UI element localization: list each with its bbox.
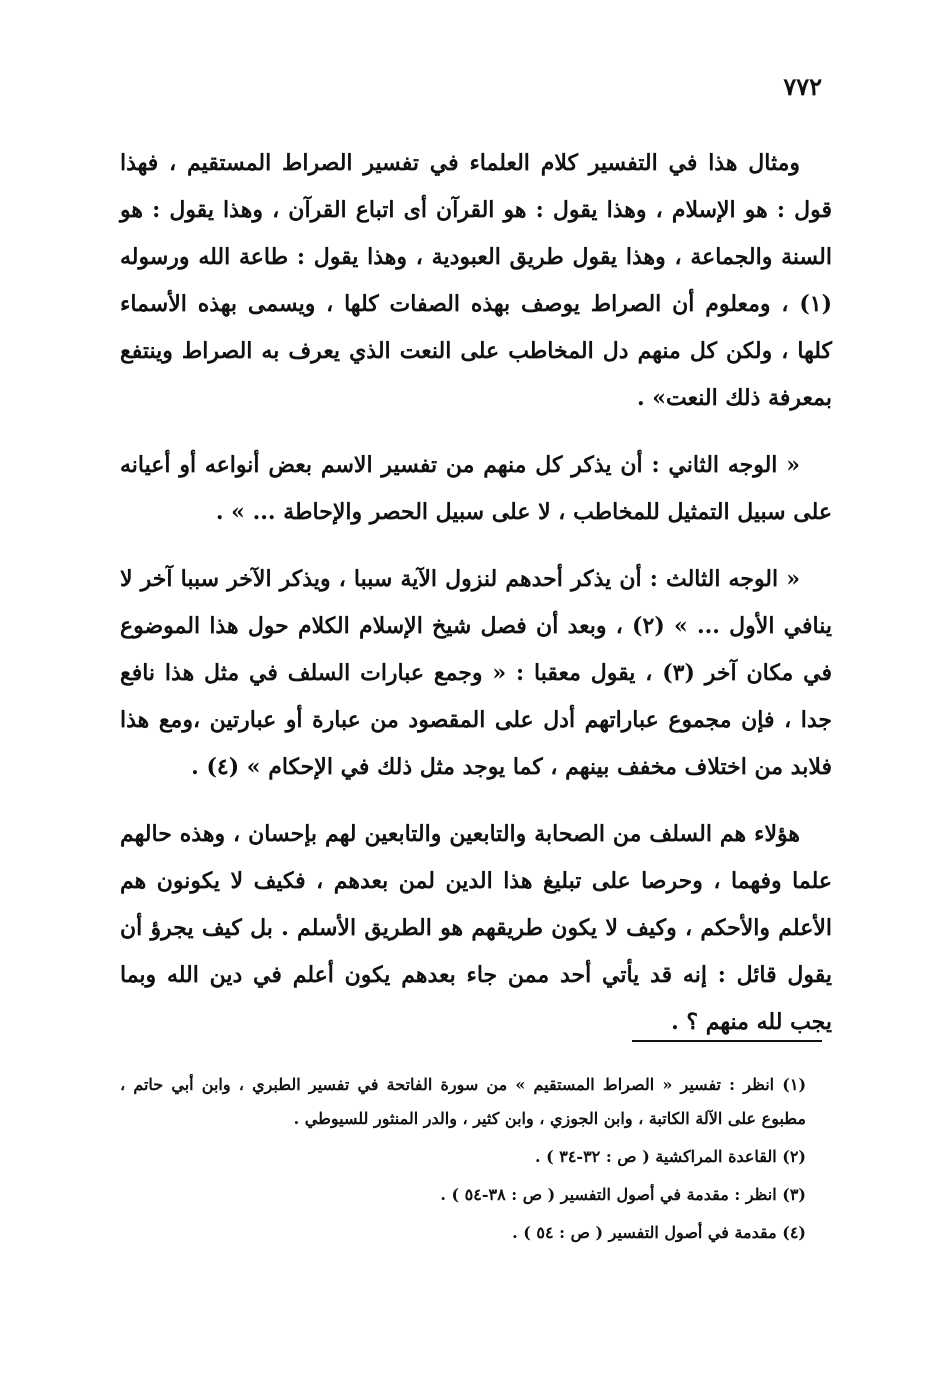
footnote-3: (٣) انظر : مقدمة في أصول التفسير ( ص : ٣٨-٥٤ ) . (440, 1185, 806, 1204)
page-number: ٧٧٢ (783, 72, 822, 101)
paragraph-1: ومثال هذا في التفسير كلام العلماء في تفسير الصراط المستقيم ، فهذا قول : هو الإسلام ، وهذا يقول : هو القرآن أى اتباع القرآن ، وهذا يقول : هو السنة والجماعة ، وهذا يقول طريق العبودية ، وهذا يقول : طاعة الله ورسوله (١) ، ومعلوم أن الصراط يوصف بهذه الصفات كلها ، ويسمى بهذه الأسماء كلها ، ولكن كل منهم دل المخاطب على النعت الذي يعرف به الصراط وينتفع بمعرفة ذلك النعت» . (120, 150, 832, 411)
footnote-divider (632, 1040, 822, 1042)
paragraph-2: « الوجه الثاني : أن يذكر كل منهم من تفسير الاسم بعض أنواعه أو أعيانه على سبيل التمثيل للمخاطب ، لا على سبيل الحصر والإحاطة ... » . (120, 452, 832, 525)
footnote-1: (١) انظر : تفسير « الصراط المستقيم » من سورة الفاتحة في تفسير الطبري ، وابن أبي حاتم ، مطبوع على الآلة الكاتبة ، وابن الجوزي ، وابن كثير ، والدر المنثور للسيوطي . (120, 1075, 807, 1128)
footnotes (120, 1068, 832, 1254)
paragraph-3: « الوجه الثالث : أن يذكر أحدهم لنزول الآية سببا ، ويذكر الآخر سببا آخر لا ينافي الأول ... » (٢) ، وبعد أن فصل شيخ الإسلام الكلام حول هذا الموضوع في مكان آخر (٣) ، يقول معقبا : « وجمع عبارات السلف في مثل هذا نافع جدا ، فإن مجموع عباراتهم أدل على المقصود من عبارة أو عبارتين ،ومع هذا فلابد من اختلاف مخفف بينهم ، كما يوجد مثل ذلك في الإحكام » (٤) . (120, 566, 833, 780)
footnote-2: (٢) القاعدة المراكشية ( ص : ٣٢-٣٤ ) . (534, 1147, 806, 1166)
main-text (120, 140, 832, 1066)
paragraph-4: هؤلاء هم السلف من الصحابة والتابعين والتابعين لهم بإحسان ، وهذه حالهم علما وفهما ، وحرصا على تبليغ هذا الدين لمن بعدهم ، فكيف لا يكونون هم الأعلم والأحكم ، وكيف لا يكون طريقهم هو الطريق الأسلم . بل كيف يجرؤ أن يقول قائل : إنه قد يأتي أحد ممن جاء بعدهم يكون أعلم في دين الله وبما يجب لله منهم ؟ . (120, 821, 832, 1035)
footnote-4: (٤) مقدمة في أصول التفسير ( ص : ٥٤ ) . (512, 1223, 806, 1242)
